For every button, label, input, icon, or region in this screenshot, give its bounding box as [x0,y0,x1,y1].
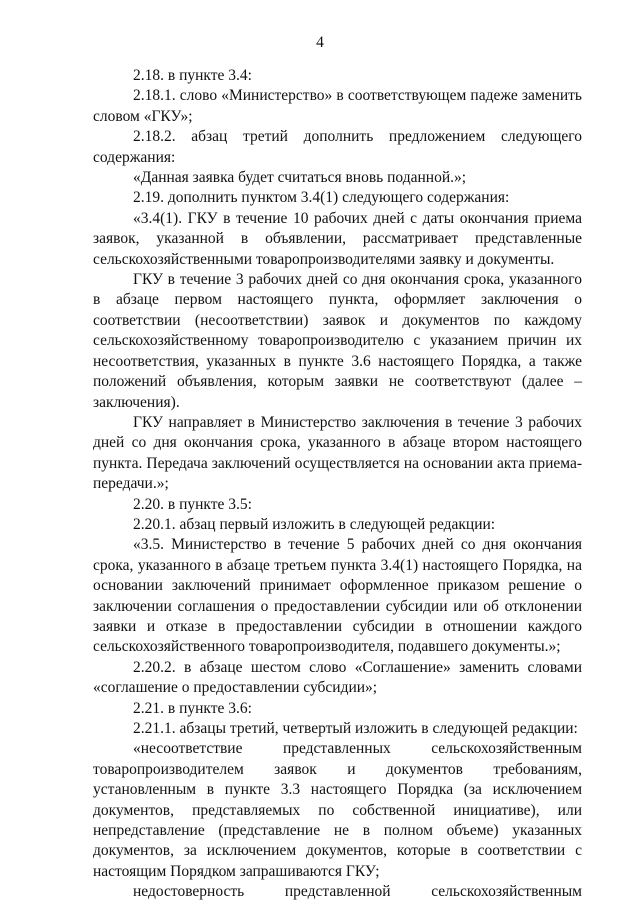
paragraph: ГКУ направляет в Министерство заключения в течение 3 рабочих дней со дня окончания срока, указанного в абзаце втором настоящего пункта. Передача заключений осуществляется на основании акта приема-передачи.»; [93,413,582,493]
paragraph: 2.18.1. слово «Министерство» в соответствующем падеже заменить словом «ГКУ»; [93,87,582,125]
paragraph: «3.4(1). ГКУ в течение 10 рабочих дней с даты окончания приема заявок, указанной в объявлении, рассматривает представленные сельскохозяйственными товаропроизводителями заявку и документы. [93,209,582,268]
paragraph: 2.20.1. абзац первый изложить в следующей редакции: [133,515,496,533]
paragraph: «3.5. Министерство в течение 5 рабочих дней со дня окончания срока, указанного в абзаце третьем пункта 3.4(1) настоящего Порядка, на основании заключений принимает оформленное приказом решение о заключении соглашения о предоставлении субсидии или об отклонении заявки и отказе в предоставлении субсидии в отношении каждого сельскохозяйственного товаропроизводителя, подавшего документы.»; [93,536,582,656]
paragraph: 2.21. в пункте 3.6: [133,699,252,717]
page-number: 4 [316,34,324,51]
document-body [93,66,582,903]
paragraph: недостоверность представленной сельскохозяйственным [133,883,582,901]
paragraph: ГКУ в течение 3 рабочих дней со дня окончания срока, указанного в абзаце первом настоящего пункта, оформляет заключения о соответствии (несоответствии) заявок и документов по каждому сельскохозяйственному товаропроизводителю с указанием причин их несоответствия, указанных в пункте 3.6 настоящего Порядка, а также положений объявления, которым заявки не соответствуют (далее – заключения). [93,271,582,411]
paragraph: 2.19. дополнить пунктом 3.4(1) следующего содержания: [133,189,510,207]
paragraph: 2.18. в пункте 3.4: [133,67,252,84]
paragraph: 2.21.1. абзацы третий, четвертый изложить в следующей редакции: [133,720,578,737]
paragraph: 2.20. в пункте 3.5: [133,495,252,513]
paragraph: 2.20.2. в абзаце шестом слово «Соглашение» заменить словами «соглашение о предоставлении субсидии»; [93,658,582,697]
paragraph: 2.18.2. абзац третий дополнить предложением следующего содержания: [93,128,582,166]
paragraph: «Данная заявка будет считаться вновь поданной.»; [133,169,467,187]
paragraph: «несоответствие представленных сельскохозяйственным товаропроизводителем заявок и документов требованиям, установленным в пункте 3.3 настоящего Порядка (за исключением документов, представляемых по собственной инициативе), или непредставление (представление не в полном объеме) указанных документов, за исключением документов, которые в соответствии с настоящим Порядком запрашиваются ГКУ; [93,740,582,880]
